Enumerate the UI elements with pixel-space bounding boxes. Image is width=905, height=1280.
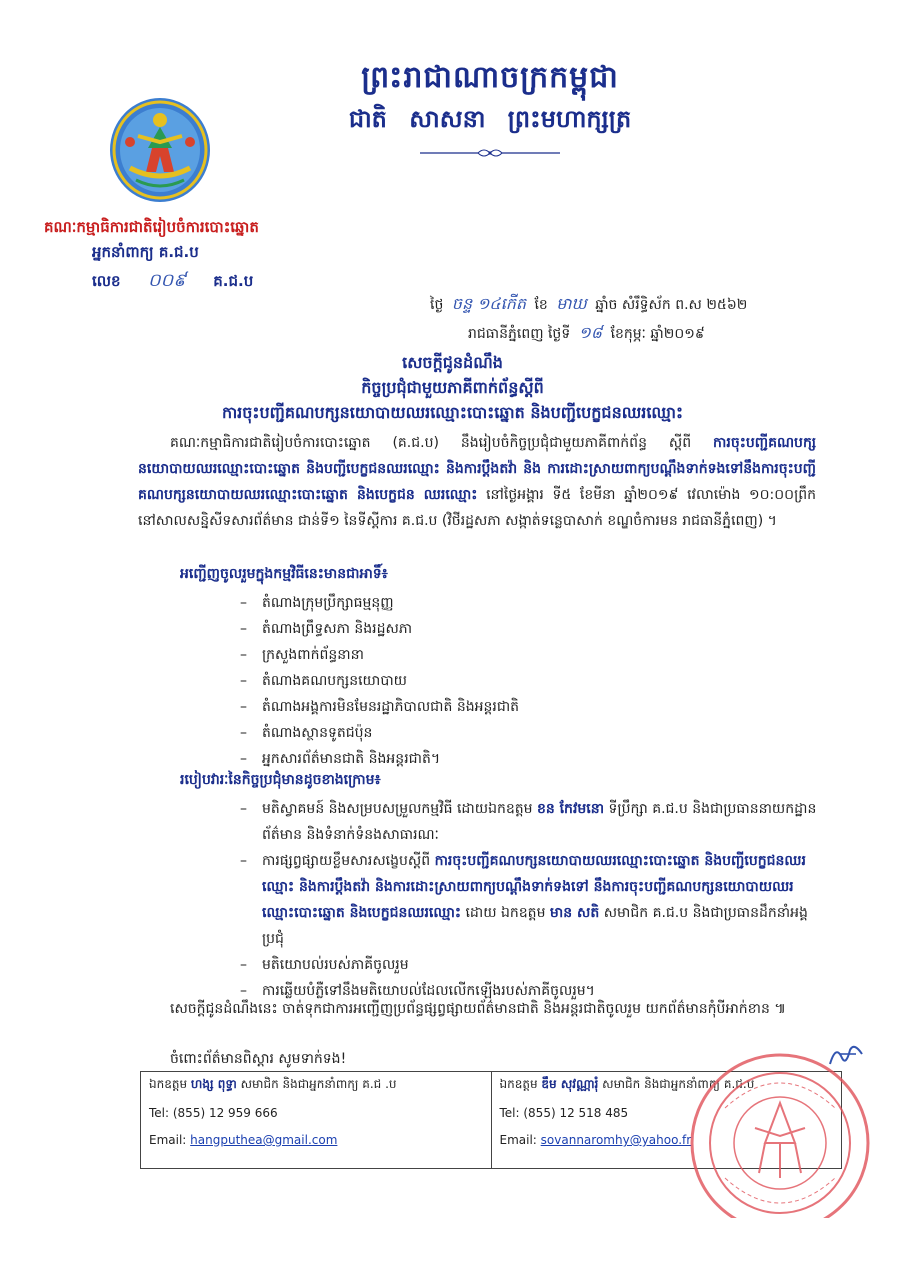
signature-icon <box>826 1040 866 1070</box>
contact-tel: Tel: (855) 12 959 666 <box>149 1106 278 1120</box>
lunar-month-handwritten: មាឃ <box>556 294 587 313</box>
solar-prefix: រាជធានីភ្នំពេញ ថ្ងៃទី <box>468 326 571 342</box>
agenda-person: ខន កែវមនោ <box>536 801 605 817</box>
email-label: Email: <box>149 1133 187 1147</box>
intro-text: គណៈកម្មាធិការជាតិរៀបចំការបោះឆ្នោត (គ.ជ.ប) នឹងរៀបចំកិច្ចប្រជុំជាមួយភាគីពាក់ព័ន្ធ ស្តីពី <box>170 435 692 451</box>
lunar-month-label: ខែ <box>534 297 548 313</box>
agenda-item-presentation <box>240 848 820 952</box>
spokesperson-label: អ្នកនាំពាក្យ គ.ជ.ប <box>92 243 199 261</box>
closing-paragraph: សេចក្តីជូនដំណឹងនេះ ចាត់ទុកជាការអញ្ជើញប្រព័ន្ធផ្សព្វផ្សាយព័ត៌មានជាតិ និងអន្តរជាតិចូលរួម យកព័ត៌មានកុំបីអាក់ខាន ៕ <box>170 1001 786 1017</box>
lunar-day-handwritten: ចន្ទ ១៤កើត <box>451 294 527 313</box>
agenda-text: មតិស្វាគមន៍ និងសម្របសម្រួលកម្មវិធី ដោយឯកឧត្តម <box>262 801 533 817</box>
invite-heading: អញ្ជើញចូលរួមក្នុងកម្មវិធីនេះមានជាអាទិ៍៖ <box>180 566 388 582</box>
intro-topic: ការចុះបញ្ជីគណបក្សនយោបាយឈរឈ្មោះបោះឆ្នោត និងបញ្ជីបេក្ខជនឈរឈ្មោះ និងការប្តឹងតវ៉ា និង ការដោះស្រាយពាក្យបណ្តឹងទាក់ទងទៅនឹងការចុះបញ្ជីគណបក្សនយោបាយឈរឈ្មោះបោះឆ្នោត និងបេក្ខជន ឈរឈ្មោះ <box>138 435 816 503</box>
notice-heading: សេចក្តីជូនដំណឹង <box>402 353 503 372</box>
lunar-date <box>430 293 747 317</box>
number-label: លេខ <box>92 272 121 290</box>
list-item: – តំណាងគណបក្សនយោបាយ <box>240 668 820 694</box>
agenda-text: ការផ្សព្វផ្សាយខ្លឹមសារសង្ខេបស្តីពី <box>262 853 431 869</box>
email-label: Email: <box>499 1133 537 1147</box>
meeting-heading: កិច្ចប្រជុំជាមួយភាគីពាក់ព័ន្ធស្តីពី <box>361 378 544 397</box>
solar-date <box>468 322 705 346</box>
agenda-topic: ការចុះបញ្ជីគណបក្សនយោបាយឈរឈ្មោះបោះឆ្នោត និងបញ្ជីបេក្ខជនឈរឈ្មោះ និងការប្តឹងតវ៉ា និងការដោះស្រាយពាក្យបណ្តឹងទាក់ទងទៅ នឹងការចុះបញ្ជីគណបក្សនយោបាយឈរឈ្មោះបោះឆ្នោត និងបេក្ខជនឈរឈ្មោះ <box>262 853 806 921</box>
contact-tel: Tel: (855) 12 518 485 <box>499 1106 629 1120</box>
invite-list <box>240 590 820 772</box>
agenda-text: ដោយ ឯកឧត្តម <box>465 905 546 921</box>
topic-heading: ការចុះបញ្ជីគណបក្សនយោបាយឈរឈ្មោះបោះឆ្នោត និងបញ្ជីបេក្ខជនឈរឈ្មោះ <box>221 403 684 422</box>
contact-card <box>141 1072 491 1168</box>
solar-suffix: ខែកុម្ភៈ ឆ្នាំ២០១៩ <box>610 326 705 342</box>
contact-role: សមាជិក និងជាអ្នកនាំពាក្យ គ.ជ.ប <box>602 1077 755 1091</box>
org-name: គណៈកម្មាធិការជាតិរៀបចំការបោះឆ្នោត <box>44 218 259 236</box>
agenda-text: សមាជិក គ.ជ.ប និងជាប្រធានដឹកនាំអង្គប្រជុំ <box>262 905 808 947</box>
agenda-person: មាន សតិ <box>549 905 600 921</box>
list-item: – អ្នកសារព័ត៌មានជាតិ និងអន្តរជាតិ។ <box>240 746 820 772</box>
contact-prefix: ឯកឧត្តម <box>149 1077 188 1091</box>
official-seal-icon <box>685 1048 875 1218</box>
email-link[interactable]: hangputhea@gmail.com <box>190 1133 338 1147</box>
contact-name: ឌឹម សុវណ្ណារុំ <box>541 1077 599 1091</box>
lunar-suffix: ឆ្នាំច សំរឹទ្ធិស័ក ព.ស ២៥៦២ <box>595 297 748 313</box>
agenda-text: ទីប្រឹក្សា គ.ជ.ប និងជាប្រធាននាយកដ្ឋានព័ត៌មាន និងទំនាក់ទំនងសាធារណៈ <box>262 801 817 843</box>
contact-role: សមាជិក និងជាអ្នកនាំពាក្យ គ.ជ .ប <box>240 1077 397 1091</box>
list-item: – តំណាងស្ថានទូតជប៉ុន <box>240 720 820 746</box>
agenda-list <box>240 796 820 1004</box>
lunar-prefix: ថ្ងៃ <box>430 297 444 313</box>
contact-name: ហង្ស ពុទ្ធា <box>190 1077 237 1091</box>
nec-logo-icon <box>108 96 212 204</box>
document-number <box>92 268 253 295</box>
contact-intro: ចំពោះព័ត៌មានពិស្តារ សូមទាក់ទង! <box>170 1051 347 1067</box>
list-item: – តំណាងព្រឹទ្ធសភា និងរដ្ឋសភា <box>240 616 820 642</box>
number-value: ០០៩ <box>147 270 187 291</box>
list-item: – ក្រសួងពាក់ព័ន្ធនានា <box>240 642 820 668</box>
contact-email-line <box>149 1133 483 1147</box>
agenda-item-comments: – មតិយោបល់របស់ភាគីចូលរួម <box>240 952 820 978</box>
contact-prefix: ឯកឧត្តម <box>499 1077 538 1091</box>
number-suffix: គ.ជ.ប <box>213 272 254 290</box>
ornament-divider-icon <box>420 146 560 160</box>
intro-details: នៅថ្ងៃអង្គារ ទី៥ ខែមីនា ឆ្នាំ២០១៩ វេលាម៉ោង ១០:០០ព្រឹក នៅសាលសន្និសីទសារព័ត៌មាន ជាន់ទី១ នៃទីស្តីការ គ.ជ.ប (វិថីរដ្ឋសភា សង្កាត់ទន្លេបាសាក់ ខណ្ឌចំការមន រាជធានីភ្នំពេញ) ។ <box>138 487 817 529</box>
contact-name-line <box>149 1076 483 1094</box>
list-item: – តំណាងក្រុមប្រឹក្សាធម្មនុញ្ញ <box>240 590 820 616</box>
list-item: – តំណាងអង្គការមិនមែនរដ្ឋាភិបាលជាតិ និងអន្តរជាតិ <box>240 694 820 720</box>
national-motto: ជាតិ សាសនា ព្រះមហាក្សត្រ <box>348 105 632 133</box>
solar-day-handwritten: ១៨ <box>578 323 603 342</box>
email-link[interactable]: sovannaromhy@yahoo.fr <box>540 1133 692 1147</box>
agenda-item-response: – ការឆ្លើយបំភ្លឺទៅនឹងមតិយោបល់ដែលលើកឡើងរបស់ភាគីចូលរួម។ <box>240 978 820 1004</box>
agenda-item-welcome <box>240 796 820 848</box>
intro-paragraph <box>138 430 816 534</box>
agenda-heading: របៀបវារៈនៃកិច្ចប្រជុំមានដូចខាងក្រោម៖ <box>180 772 381 788</box>
kingdom-title: ព្រះរាជាណាចក្រកម្ពុជា <box>361 60 619 95</box>
